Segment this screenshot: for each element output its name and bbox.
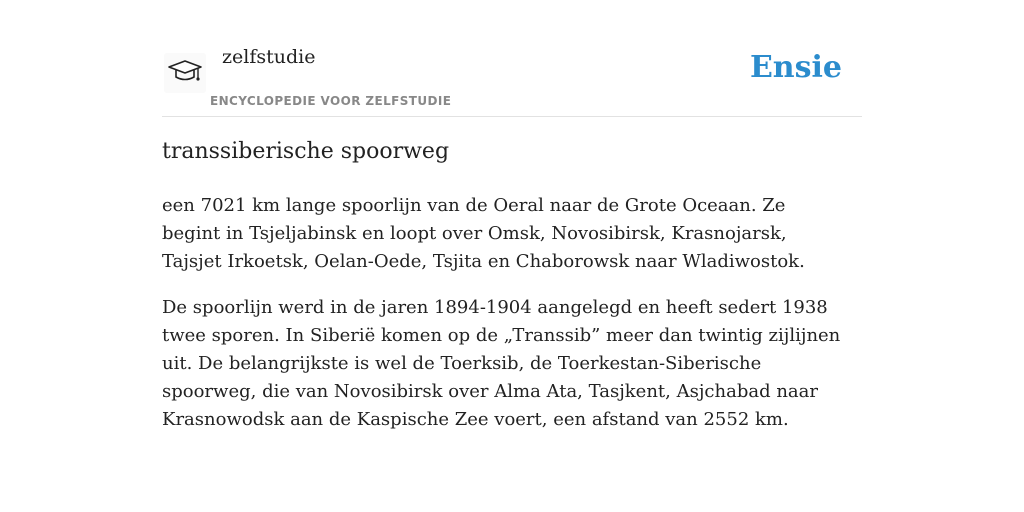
site-name[interactable]: zelfstudie — [222, 46, 316, 68]
site-logo[interactable] — [164, 53, 206, 93]
article-paragraph: De spoorlijn werd in de jaren 1894-1904 aangelegd en heeft sedert 1938 twee sporen. In Siberië komen op de „Transsib” meer dan twintig zijlijnen uit. De belangrijkste is wel de Toerksib, de Toerkestan-Siberische spoorweg, die van Novosibirsk over Alma Ata, Tasjkent, Asjchabad naar Krasnowodsk aan de Kaspische Zee voert, een afstand van 2552 km. — [162, 297, 841, 430]
site-tagline: ENCYCLOPEDIE VOOR ZELFSTUDIE — [210, 94, 452, 108]
article-title: transsiberische spoorweg — [162, 139, 450, 164]
article-body — [162, 192, 842, 452]
site-header — [162, 40, 862, 117]
article-paragraph: een 7021 km lange spoorlijn van de Oeral naar de Grote Oceaan. Ze begint in Tsjeljabinsk en loopt over Omsk, Novosibirsk, Krasnojarsk, Tajsjet Irkoetsk, Oelan-Oede, Tsjita en Chaborowsk naar Wladiwostok. — [162, 195, 805, 272]
ensie-brand-link[interactable]: Ensie — [749, 50, 842, 85]
